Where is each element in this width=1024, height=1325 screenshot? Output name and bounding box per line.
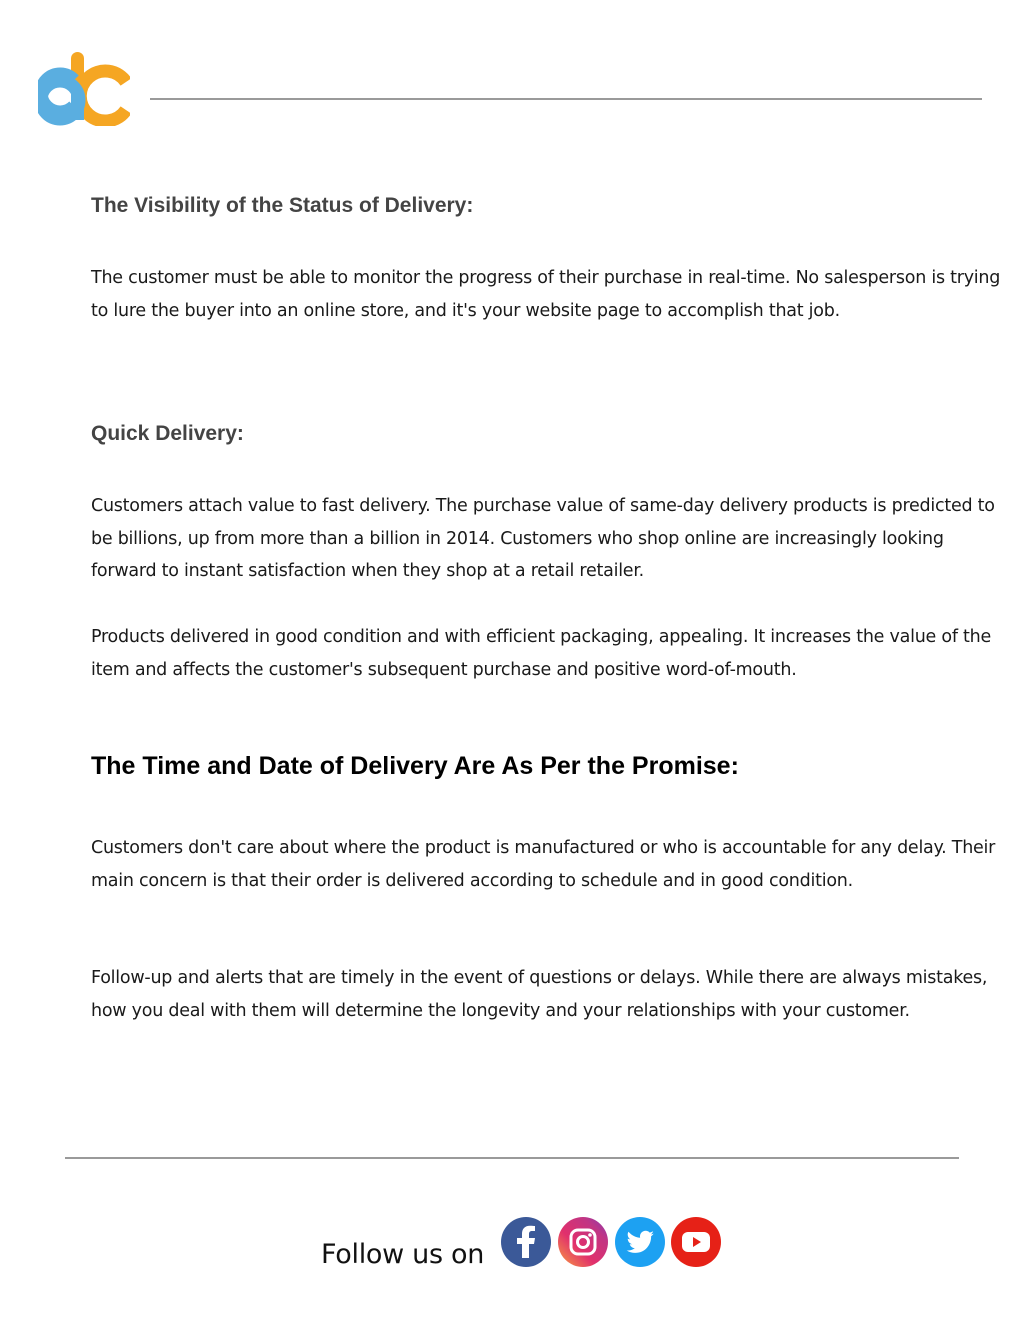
section-heading-quick-delivery: Quick Delivery: bbox=[91, 422, 244, 445]
follow-us-label: Follow us on bbox=[321, 1239, 485, 1270]
paragraph-visibility: The customer must be able to monitor the progress of their purchase in real-time. No salesperson is trying to lure the buyer into an online store, and it's your website page to accomplish that job. bbox=[91, 268, 1001, 321]
paragraph-promise-1: Customers don't care about where the product is manufactured or who is accountable for any delay. Their main concern is that their order is delivered according to schedule and in good condition. bbox=[91, 838, 996, 891]
paragraph-quick-delivery-1: Customers attach value to fast delivery. The purchase value of same-day delivery products is predicted to be billions, up from more than a billion in 2014. Customers who shop online are increasingly looking forward to instant satisfaction when they shop at a retail retailer. bbox=[91, 496, 995, 582]
paragraph-quick-delivery-2: Products delivered in good condition and with efficient packaging, appealing. It increases the value of the item and affects the customer's subsequent purchase and positive word-of-mouth. bbox=[91, 627, 992, 680]
twitter-icon[interactable] bbox=[614, 1216, 666, 1268]
dc-logo bbox=[38, 50, 130, 126]
facebook-icon[interactable] bbox=[500, 1216, 552, 1268]
paragraph-promise-2: Follow-up and alerts that are timely in the event of questions or delays. While there are always mistakes, how you deal with them will determine the longevity and your relationships with your customer. bbox=[91, 968, 988, 1021]
footer-divider bbox=[65, 1157, 959, 1159]
instagram-icon[interactable] bbox=[557, 1216, 609, 1268]
header-divider bbox=[150, 98, 982, 100]
section-heading-promise: The Time and Date of Delivery Are As Per the Promise: bbox=[91, 752, 739, 780]
section-heading-visibility: The Visibility of the Status of Delivery: bbox=[91, 194, 474, 217]
youtube-icon[interactable] bbox=[670, 1216, 722, 1268]
